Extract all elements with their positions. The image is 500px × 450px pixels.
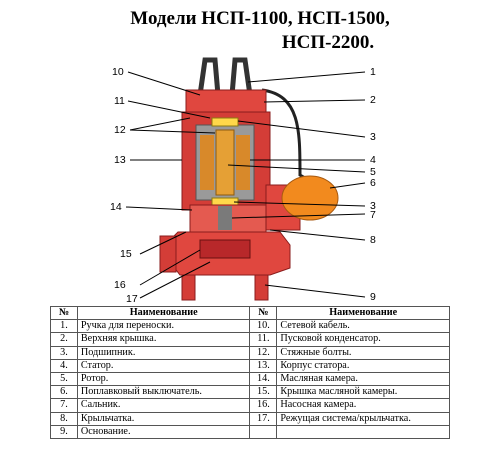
part-name: Пусковой конденсатор. xyxy=(277,333,450,346)
callout-17: 17 xyxy=(126,293,138,305)
callout-11: 11 xyxy=(114,95,125,107)
callout-8: 8 xyxy=(370,234,376,246)
part-name: Режущая система/крыльчатка. xyxy=(277,412,450,425)
part-name: Ротор. xyxy=(77,373,250,386)
parts-table xyxy=(50,306,450,439)
part-name: Ручка для переноски. xyxy=(77,320,250,333)
part-num: 16. xyxy=(250,399,277,412)
top-cover xyxy=(186,90,266,115)
part-name: Масляная камера. xyxy=(277,373,450,386)
table-row xyxy=(51,399,450,412)
table-row xyxy=(51,425,450,438)
part-num: 17. xyxy=(250,412,277,425)
part-num: 3. xyxy=(51,346,78,359)
part-num: 14. xyxy=(250,373,277,386)
inlet-flange xyxy=(160,236,176,272)
callouts-right xyxy=(370,66,376,303)
part-num xyxy=(250,425,277,438)
callout-1: 1 xyxy=(370,66,376,78)
part-name: Крыльчатка. xyxy=(77,412,250,425)
callout-7: 7 xyxy=(370,209,376,221)
upper-bearing xyxy=(212,118,238,126)
table-row xyxy=(51,412,450,425)
callout-3b: 3 xyxy=(370,200,376,212)
part-num: 4. xyxy=(51,359,78,372)
part-name: Крышка масляной камеры. xyxy=(277,386,450,399)
part-name: Сетевой кабель. xyxy=(277,320,450,333)
callout-12: 12 xyxy=(114,124,126,136)
callout-5: 5 xyxy=(370,166,376,178)
rotor xyxy=(216,130,234,195)
part-num: 8. xyxy=(51,412,78,425)
table-header-row xyxy=(51,307,450,320)
table-row xyxy=(51,373,450,386)
base xyxy=(182,275,268,300)
stator-winding-right xyxy=(236,135,250,190)
part-name: Поплавковый выключатель. xyxy=(77,386,250,399)
part-name: Основание. xyxy=(77,425,250,438)
table-row xyxy=(51,359,450,372)
part-name: Подшипник. xyxy=(77,346,250,359)
part-name: Насосная камера. xyxy=(277,399,450,412)
part-num: 11. xyxy=(250,333,277,346)
stator-winding-left xyxy=(200,135,214,190)
part-num: 13. xyxy=(250,359,277,372)
header-name-left: Наименование xyxy=(77,307,250,320)
callout-14: 14 xyxy=(110,201,122,213)
callout-2: 2 xyxy=(370,94,376,106)
header-num-left: № xyxy=(51,307,78,320)
float-switch xyxy=(282,176,338,220)
part-num: 15. xyxy=(250,386,277,399)
part-name: Корпус статора. xyxy=(277,359,450,372)
part-name xyxy=(277,425,450,438)
callout-4: 4 xyxy=(370,154,376,166)
part-name: Сальник. xyxy=(77,399,250,412)
callout-16: 16 xyxy=(114,279,126,291)
header-name-right: Наименование xyxy=(277,307,450,320)
table-row xyxy=(51,320,450,333)
impeller xyxy=(200,240,250,258)
callout-3: 3 xyxy=(370,131,376,143)
part-name: Статор. xyxy=(77,359,250,372)
page-title-line1: Модели НСП-1100, НСП-1500, xyxy=(130,8,390,29)
table-row xyxy=(51,386,450,399)
part-num: 1. xyxy=(51,320,78,333)
part-name: Верхняя крышка. xyxy=(77,333,250,346)
part-num: 6. xyxy=(51,386,78,399)
page-title-line2: НСП-2200. xyxy=(281,32,375,53)
callout-9: 9 xyxy=(370,291,376,303)
part-num: 7. xyxy=(51,399,78,412)
part-num: 12. xyxy=(250,346,277,359)
callout-10: 10 xyxy=(112,66,124,78)
part-num: 5. xyxy=(51,373,78,386)
part-num: 9. xyxy=(51,425,78,438)
part-name: Стяжные болты. xyxy=(277,346,450,359)
part-num: 2. xyxy=(51,333,78,346)
table-row xyxy=(51,333,450,346)
header-num-right: № xyxy=(250,307,277,320)
table-row xyxy=(51,346,450,359)
callout-6: 6 xyxy=(370,177,376,189)
pump-diagram xyxy=(0,55,500,307)
callout-15: 15 xyxy=(120,248,132,260)
seal xyxy=(218,206,232,230)
callout-13: 13 xyxy=(114,154,126,166)
part-num: 10. xyxy=(250,320,277,333)
